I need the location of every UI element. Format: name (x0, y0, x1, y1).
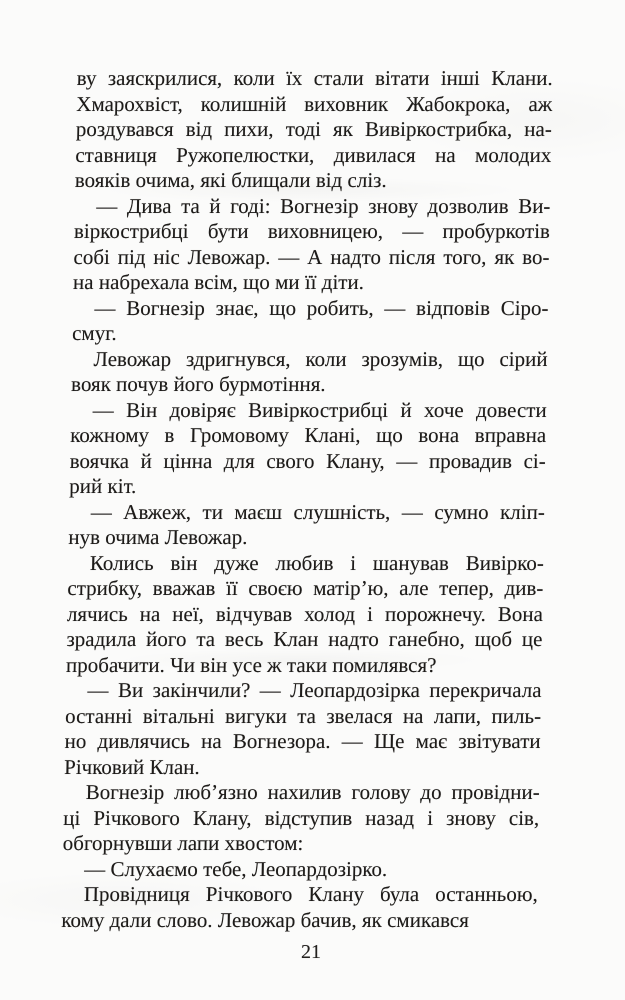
text-line: Річковий Клан. (63, 754, 201, 779)
text-line: рий кіт. (69, 474, 137, 498)
text-line: но дивлячись на Вогнезора. — Ще має звітувати (64, 729, 541, 753)
text-line: зрадила його та весь Клан надто ганебно, щоб це (66, 627, 543, 651)
text-line: пробачити. Чи він усе ж таки помилявся? (65, 652, 437, 677)
text-line: нув очима Левожар. (68, 525, 248, 549)
paragraph (62, 857, 538, 883)
text-line: роздувався від пихи, тоді як Вивіркострибка, на- (75, 117, 553, 141)
text-line: Провідниця Річкового Клану була останньою, (83, 882, 539, 906)
paragraph (71, 347, 548, 398)
text-line: Левожар здригнувся, коли зрозумів, що сірий (93, 346, 548, 371)
text-line: ву заяскрилися, коли їх стали вітати інші Клани. (76, 66, 554, 90)
text-line: останні вітальні вигуки та звелася на лапи, пиль- (64, 703, 542, 728)
text-line: ставниця Ружопелюстки, дивилася на молодих (75, 142, 552, 167)
text-line: смуг. (71, 321, 117, 345)
page-text (61, 66, 553, 933)
paragraph (68, 500, 545, 551)
paragraph (73, 194, 551, 296)
text-line: — Авжеж, ти маєш слушність, — сумно кліп- (90, 499, 546, 524)
paragraph (75, 66, 553, 194)
paragraph (63, 780, 540, 857)
text-line: — Він довіряє Вивіркострибці й хоче довести (92, 397, 547, 422)
text-line: воячка й цінна для свого Клану, — провадив сі- (69, 448, 546, 473)
page-number: 21 (301, 941, 321, 963)
paragraph (72, 296, 549, 347)
paragraph (64, 678, 542, 780)
text-line: лячись на неї, відчував холод і порожнечу. Вона (66, 601, 544, 626)
text-line: — Вогнезір знає, що робить, — відповів Сіро- (94, 295, 549, 320)
text-line: Хмарохвіст, колишній виховник Жабокрока, аж (76, 91, 553, 116)
text-line: вояк почув його бурмотіння. (70, 372, 326, 396)
text-line: собі під ніс Левожар. — А надто після того, як во- (73, 244, 550, 269)
paragraph (69, 398, 547, 500)
paragraph (61, 882, 538, 933)
text-line: стрибку, вважав її своєю матір’ю, але тепер, див- (67, 576, 544, 600)
text-line: вояків очима, які блищали від сліз. (74, 168, 387, 192)
text-line: — Слухаємо тебе, Леопардозірко. (84, 856, 388, 881)
text-line: Колись він дуже любив і шанував Вивірко- (89, 550, 545, 575)
text-line: на набрехала всім, що ми її діти. (72, 270, 365, 294)
text-line: — Ви закінчили? — Леопардозірка перекричала (87, 678, 542, 702)
paragraph (66, 551, 544, 679)
text-line: кому дали слово. Левожар бачив, як смикався (61, 907, 470, 932)
text-line: кожному в Громовому Клані, що вона вправна (70, 423, 547, 447)
text-line: обгорнувши лапи хвостом: (62, 831, 304, 855)
text-line: Вогнезір люб’язно нахилив голову до провідни- (85, 780, 540, 804)
text-line: ці Річкового Клану, відступив назад і знову сів, (63, 805, 540, 830)
text-line: віркострибці бути виховницею, — пробуркотів (73, 219, 551, 243)
text-line: — Дива та й годі: Вогнезір знову дозволив Ви- (96, 193, 551, 218)
